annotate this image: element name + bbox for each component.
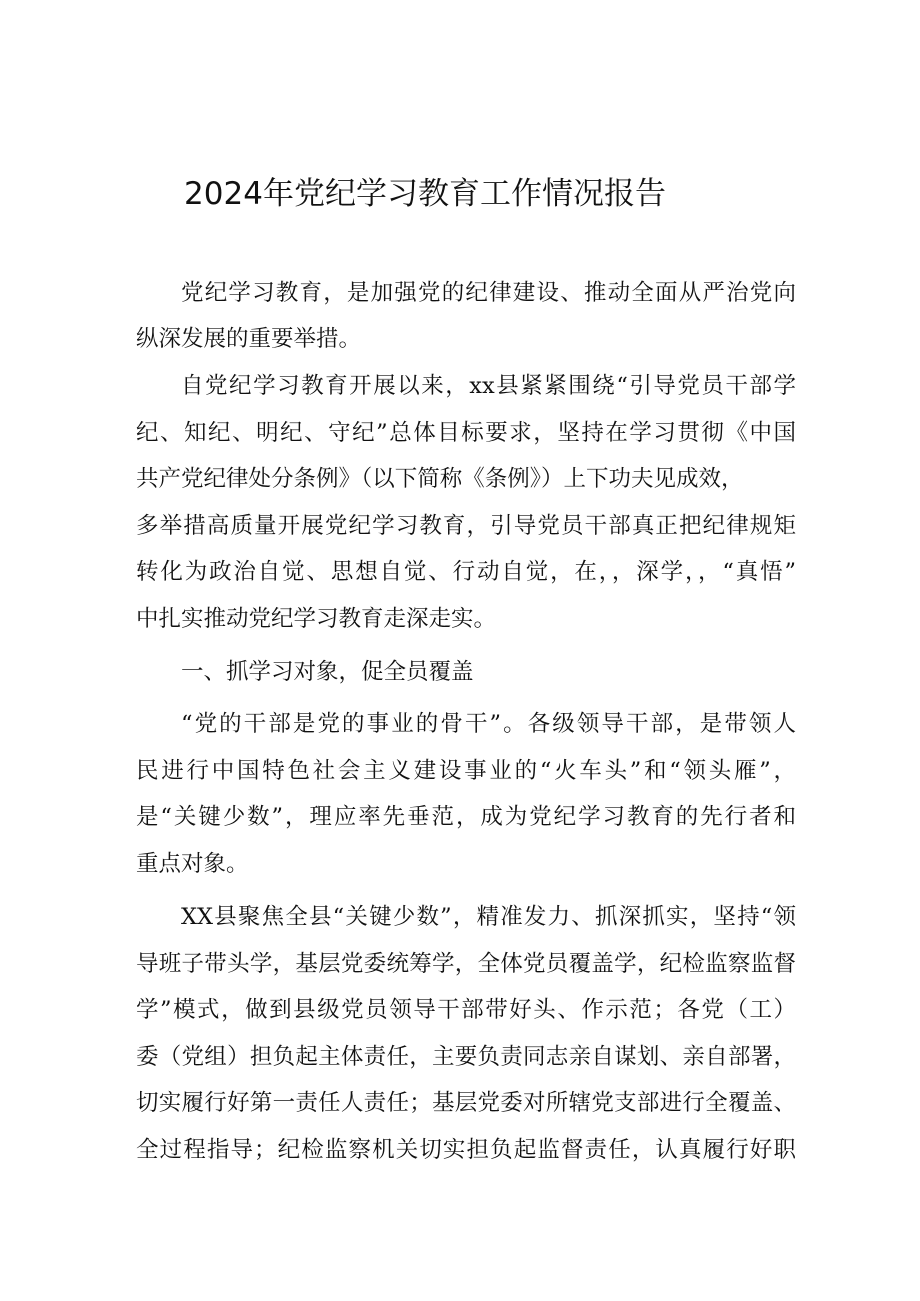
paragraph-2-line-1: 自党纪学习教育开展以来，xx县紧紧围绕“引导党员干部学 (181, 373, 796, 399)
section-paragraph-1-line-3: 是“关键少数”，理应率先垂范，成为党纪学习教育的先行者和 (136, 804, 796, 830)
paragraph-2-line-4: 多举措高质量开展党纪学习教育，引导党员干部真正把纪律规矩 (136, 513, 796, 539)
paragraph-1-line-2: 纵深发展的重要举措。 (136, 326, 362, 352)
paragraph-2-line-5: 转化为政治自觉、思想自觉、行动自觉，在，，深学，，“真悟” (136, 559, 796, 585)
section-heading: 一、抓学习对象，促全员覆盖 (181, 659, 474, 685)
paragraph-2-line-6: 中扎实推动党纪学习教育走深走实。 (136, 606, 497, 632)
paragraph-2-line-2: 纪、知纪、明纪、守纪”总体目标要求，坚持在学习贯彻《中国 (136, 420, 796, 446)
section-paragraph-1-line-2: 民进行中国特色社会主义建设事业的“火车头”和“领头雁”， (136, 758, 796, 784)
section-paragraph-2-line-6: 全过程指导；纪检监察机关切实担负起监督责任，认真履行好职 (136, 1137, 796, 1163)
paragraph-1-line-1: 党纪学习教育，是加强党的纪律建设、推动全面从严治党向 (181, 280, 796, 306)
section-paragraph-2-line-2: 导班子带头学，基层党委统筹学，全体党员覆盖学，纪检监察监督 (136, 951, 796, 977)
paragraph-2-line-3: 共产党纪律处分条例》（以下简称《条例》）上下功夫见成效， (136, 466, 744, 492)
section-paragraph-1-line-1: “党的干部是党的事业的骨干”。各级领导干部，是带领人 (181, 711, 796, 737)
section-paragraph-1-line-4: 重点对象。 (136, 851, 249, 877)
section-paragraph-2-line-5: 切实履行好第一责任人责任；基层党委对所辖党支部进行全覆盖、 (136, 1090, 796, 1116)
page-title: 2024年党纪学习教育工作情况报告 (184, 176, 666, 212)
section-paragraph-2-line-1: XX县聚焦全县“关键少数”，精准发力、抓深抓实，坚持“领 (181, 904, 796, 930)
section-paragraph-2-line-4: 委（党组）担负起主体责任，主要负责同志亲自谋划、亲自部署， (136, 1044, 796, 1070)
section-paragraph-2-line-3: 学”模式，做到县级党员领导干部带好头、作示范；各党（工） (136, 997, 796, 1023)
